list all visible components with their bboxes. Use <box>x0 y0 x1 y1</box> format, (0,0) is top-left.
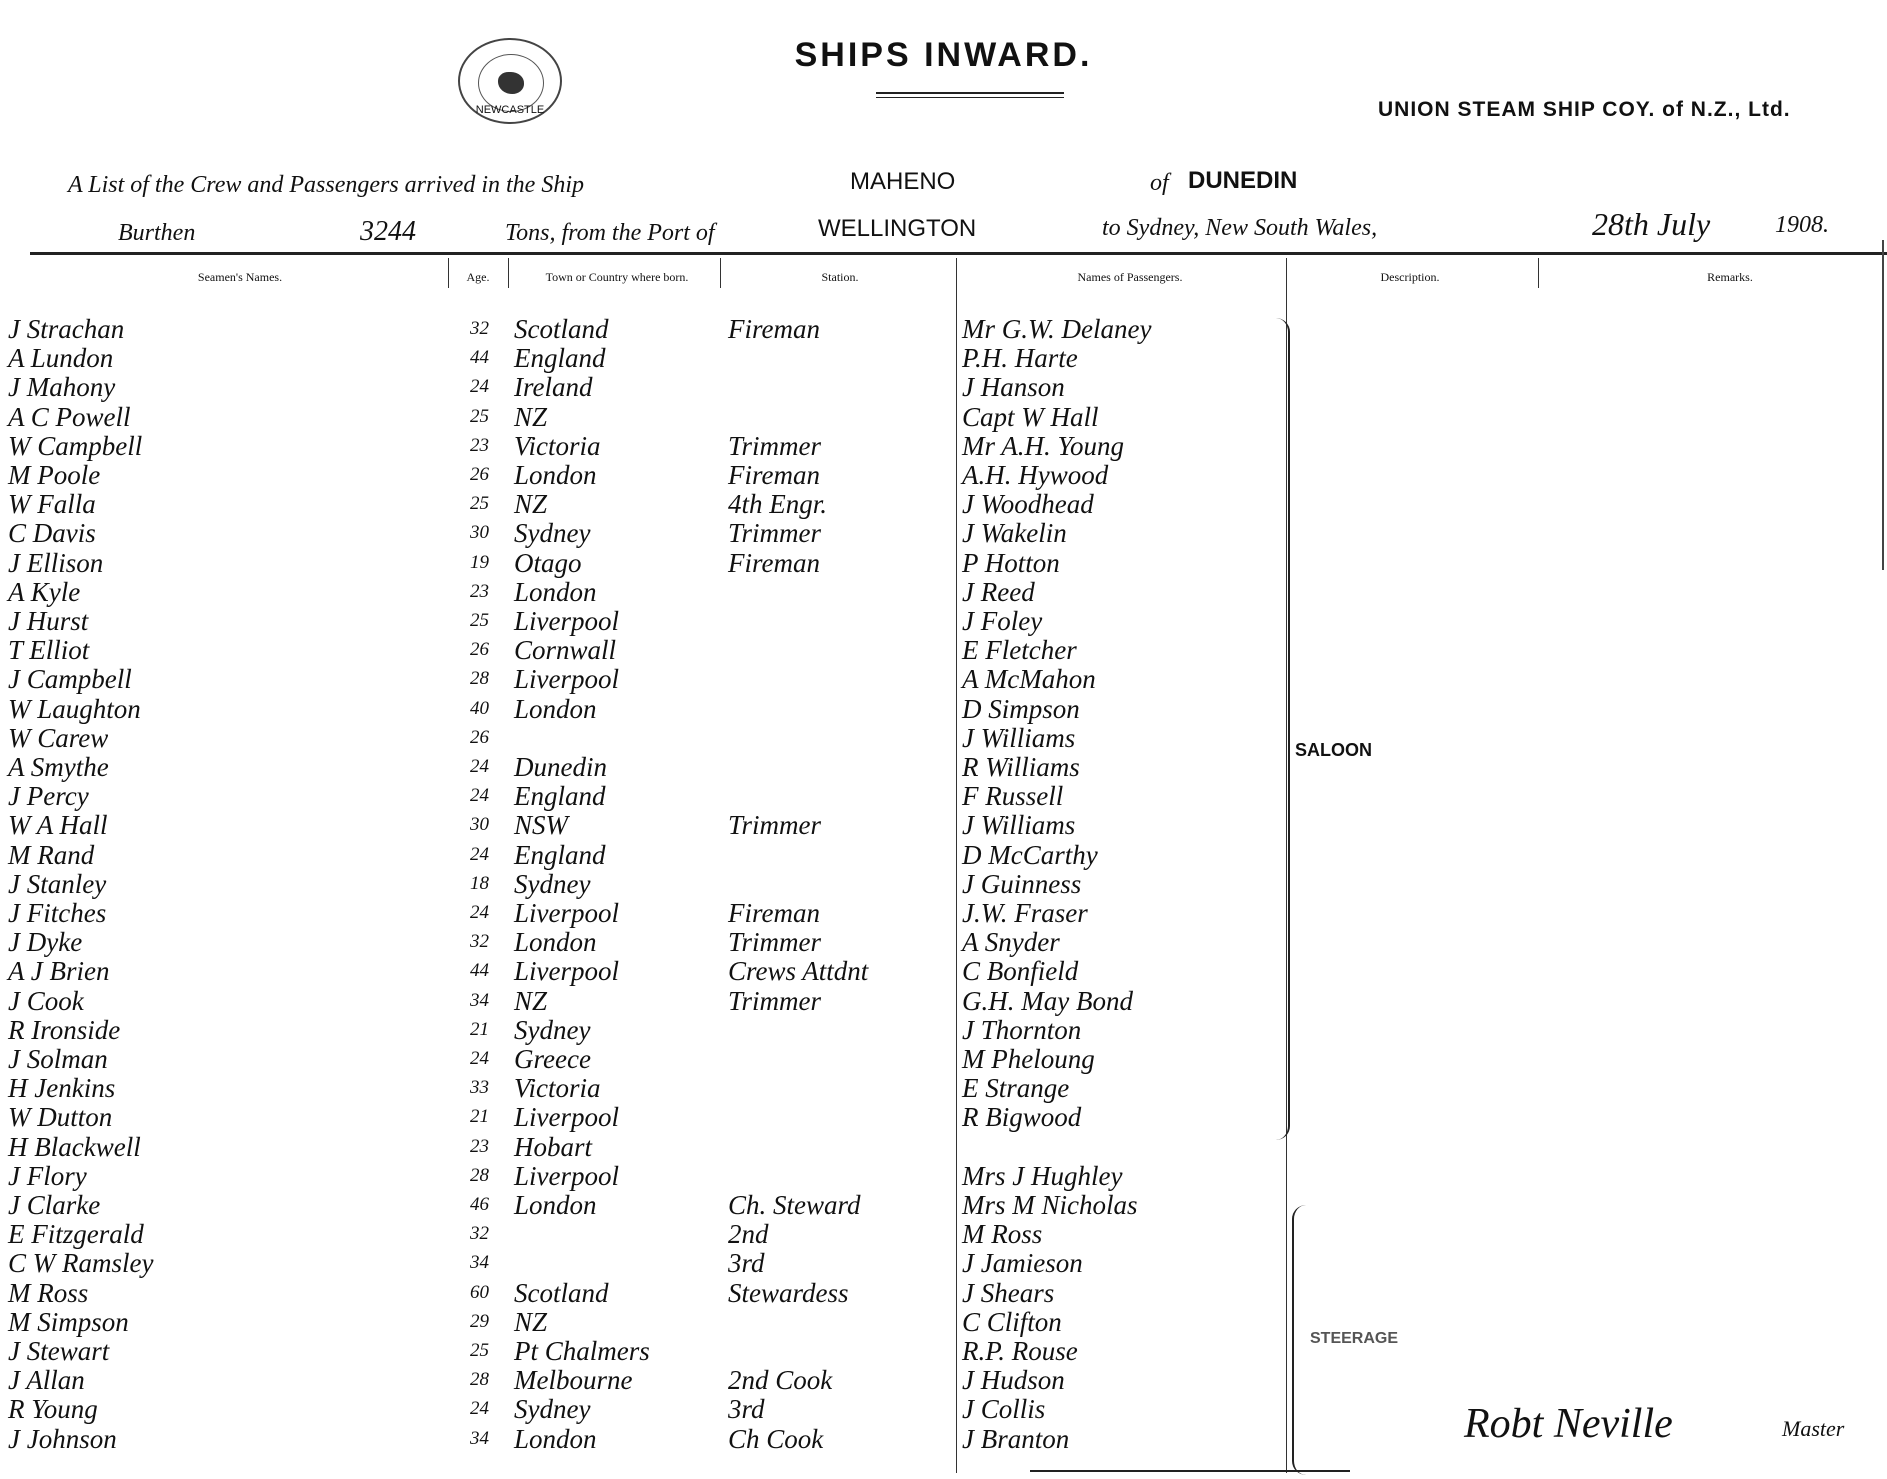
passenger-name: P.H. Harte <box>962 343 1078 373</box>
seaman-birthplace: London <box>514 1424 597 1454</box>
seaman-age: 25 <box>470 610 489 631</box>
passenger-name: R Bigwood <box>962 1102 1082 1132</box>
stamp-text: NEWCASTLE <box>475 104 545 116</box>
table-row <box>0 315 1887 343</box>
divider <box>508 258 509 288</box>
seaman-age: 23 <box>470 581 489 602</box>
seaman-name: J Campbell <box>8 664 132 694</box>
seaman-birthplace: Dunedin <box>514 752 607 782</box>
seaman-name: M Ross <box>8 1278 89 1308</box>
table-row <box>0 1220 1887 1248</box>
table-row <box>0 1045 1887 1073</box>
seaman-birthplace: Melbourne <box>514 1365 633 1395</box>
passenger-name: Mr A.H. Young <box>962 431 1125 461</box>
col-station: Station. <box>821 270 859 284</box>
master-signature: Robt Neville <box>1464 1401 1673 1447</box>
passenger-name: A McMahon <box>962 664 1096 694</box>
seaman-station: Ch. Steward <box>728 1190 861 1220</box>
seaman-name: J Dyke <box>8 927 83 957</box>
seaman-name: H Jenkins <box>8 1073 116 1103</box>
seaman-birthplace: Liverpool <box>514 898 619 928</box>
table-row <box>0 636 1887 664</box>
seaman-name: A Kyle <box>8 577 81 607</box>
seaman-station: 3rd <box>728 1248 765 1278</box>
table-row <box>0 1016 1887 1044</box>
seaman-name: C W Ramsley <box>8 1248 154 1278</box>
passenger-name: A.H. Hywood <box>962 460 1109 490</box>
seaman-name: R Young <box>8 1394 98 1424</box>
seaman-name: J Ellison <box>8 548 104 578</box>
seaman-station: Ch Cook <box>728 1424 824 1454</box>
seaman-name: J Cook <box>8 986 84 1016</box>
seaman-birthplace: London <box>514 927 597 957</box>
description-steerage: STEERAGE <box>1310 1330 1399 1347</box>
seaman-name: W Laughton <box>8 694 141 724</box>
col-town: Town or Country where born. <box>545 270 689 284</box>
company-name: UNION STEAM SHIP COY. of N.Z., Ltd. <box>1378 98 1791 121</box>
passenger-name: C Bonfield <box>962 956 1079 986</box>
table-row <box>0 344 1887 372</box>
passenger-name: J Hanson <box>962 372 1065 402</box>
seaman-birthplace: Liverpool <box>514 1102 619 1132</box>
seaman-name: A J Brien <box>8 956 110 986</box>
seaman-station: Trimmer <box>728 986 822 1016</box>
seaman-station: 2nd <box>728 1219 769 1249</box>
passenger-name: E Strange <box>962 1073 1070 1103</box>
seaman-birthplace: England <box>514 781 606 811</box>
divider <box>1538 258 1539 288</box>
seaman-age: 24 <box>470 1398 489 1419</box>
passenger-name: M Pheloung <box>962 1044 1095 1074</box>
saloon-brace <box>1268 318 1290 1140</box>
col-age: Age. <box>466 270 490 284</box>
seaman-age: 32 <box>470 931 489 952</box>
seaman-age: 33 <box>470 1077 489 1098</box>
table-row <box>0 490 1887 518</box>
seaman-station: Trimmer <box>728 518 822 548</box>
seaman-name: W Dutton <box>8 1102 113 1132</box>
seaman-station: 3rd <box>728 1394 765 1424</box>
table-row <box>0 1308 1887 1336</box>
table-row <box>0 1103 1887 1131</box>
title-underline-2 <box>876 97 1064 98</box>
seaman-age: 34 <box>470 1428 489 1449</box>
passenger-name: J Woodhead <box>962 489 1094 519</box>
seaman-name: W A Hall <box>8 810 108 840</box>
table-row <box>0 1133 1887 1161</box>
passenger-name: J Wakelin <box>962 518 1067 548</box>
seaman-name: H Blackwell <box>8 1132 141 1162</box>
passenger-name: J Reed <box>962 577 1035 607</box>
seaman-birthplace: Liverpool <box>514 1161 619 1191</box>
tons-label: Tons, from the Port of <box>505 220 715 246</box>
passenger-name: J Collis <box>962 1394 1046 1424</box>
arrival-year: 1908. <box>1775 212 1829 238</box>
seaman-name: J Strachan <box>8 314 125 344</box>
passenger-name: J.W. Fraser <box>962 898 1088 928</box>
seaman-age: 25 <box>470 406 489 427</box>
seaman-name: J Stewart <box>8 1336 110 1366</box>
seaman-birthplace: London <box>514 1190 597 1220</box>
divider <box>720 258 721 288</box>
seaman-birthplace: London <box>514 460 597 490</box>
seaman-birthplace: Liverpool <box>514 956 619 986</box>
seaman-age: 34 <box>470 1252 489 1273</box>
seaman-age: 44 <box>470 960 489 981</box>
seaman-birthplace: NZ <box>514 402 548 432</box>
seaman-name: W Carew <box>8 723 109 753</box>
passenger-name: G.H. May Bond <box>962 986 1133 1016</box>
table-row <box>0 607 1887 635</box>
seaman-birthplace: Otago <box>514 548 582 578</box>
seaman-age: 28 <box>470 1165 489 1186</box>
table-row <box>0 782 1887 810</box>
seaman-name: J Allan <box>8 1365 85 1395</box>
passenger-name: D McCarthy <box>962 840 1098 870</box>
seaman-age: 18 <box>470 873 489 894</box>
burthen-label: Burthen <box>118 220 196 246</box>
seaman-age: 24 <box>470 756 489 777</box>
seaman-name: J Solman <box>8 1044 108 1074</box>
table-row <box>0 578 1887 606</box>
passenger-name: F Russell <box>962 781 1064 811</box>
title-underline <box>876 92 1064 94</box>
table-row <box>0 695 1887 723</box>
steerage-brace <box>1292 1205 1310 1475</box>
passenger-name: J Thornton <box>962 1015 1082 1045</box>
seaman-birthplace: Victoria <box>514 1073 601 1103</box>
passenger-name: J Shears <box>962 1278 1055 1308</box>
passenger-name: J Guinness <box>962 869 1082 899</box>
seaman-birthplace: NSW <box>514 810 568 840</box>
from-port: WELLINGTON <box>818 215 977 242</box>
seaman-birthplace: England <box>514 343 606 373</box>
seaman-age: 46 <box>470 1194 489 1215</box>
seaman-birthplace: Ireland <box>514 372 593 402</box>
seaman-name: A Lundon <box>8 343 114 373</box>
seaman-name: M Poole <box>8 460 101 490</box>
passenger-name: R Williams <box>962 752 1080 782</box>
seaman-age: 24 <box>470 902 489 923</box>
seaman-station: Crews Attdnt <box>728 956 869 986</box>
seaman-age: 30 <box>470 814 489 835</box>
seaman-station: 4th Engr. <box>728 489 828 519</box>
passenger-name: Capt W Hall <box>962 402 1099 432</box>
ship-name: MAHENO <box>850 168 956 195</box>
table-row <box>0 1279 1887 1307</box>
seaman-birthplace: NZ <box>514 986 548 1016</box>
seaman-birthplace: London <box>514 694 597 724</box>
table-row <box>0 1162 1887 1190</box>
seaman-age: 40 <box>470 698 489 719</box>
seaman-name: M Rand <box>8 840 95 870</box>
seaman-age: 25 <box>470 493 489 514</box>
seaman-birthplace: Scotland <box>514 1278 609 1308</box>
seaman-name: J Flory <box>8 1161 87 1191</box>
intro-line-1: A List of the Crew and Passengers arrived in the Ship <box>68 172 584 198</box>
seaman-station: Trimmer <box>728 810 822 840</box>
seaman-name: J Hurst <box>8 606 89 636</box>
seaman-name: M Simpson <box>8 1307 129 1337</box>
destination: to Sydney, New South Wales, <box>1102 215 1378 241</box>
seaman-name: A Smythe <box>8 752 109 782</box>
seaman-age: 30 <box>470 522 489 543</box>
col-seamens-names: Seamen's Names. <box>197 270 283 284</box>
seaman-station: Fireman <box>728 314 820 344</box>
col-remarks: Remarks. <box>1707 270 1753 284</box>
table-row <box>0 987 1887 1015</box>
passenger-name: Mrs J Hughley <box>962 1161 1123 1191</box>
table-row <box>0 665 1887 693</box>
seaman-name: A C Powell <box>8 402 131 432</box>
passenger-name: Mr G.W. Delaney <box>962 314 1152 344</box>
seaman-station: 2nd Cook <box>728 1365 833 1395</box>
passenger-name: J Williams <box>962 723 1076 753</box>
table-row <box>0 724 1887 752</box>
header-rule <box>30 252 1887 255</box>
seaman-birthplace: Cornwall <box>514 635 617 665</box>
seaman-age: 23 <box>470 1136 489 1157</box>
seaman-age: 24 <box>470 844 489 865</box>
passenger-name: R.P. Rouse <box>962 1336 1078 1366</box>
table-row <box>0 1191 1887 1219</box>
table-row <box>0 753 1887 781</box>
seaman-birthplace: Sydney <box>514 869 591 899</box>
table-row <box>0 811 1887 839</box>
seaman-birthplace: Victoria <box>514 431 601 461</box>
passenger-name: M Ross <box>962 1219 1043 1249</box>
seaman-station: Fireman <box>728 460 820 490</box>
divider <box>448 258 449 288</box>
master-label: Master <box>1782 1416 1845 1441</box>
passenger-name: E Fletcher <box>962 635 1077 665</box>
page-title: SHIPS INWARD. <box>794 36 1093 74</box>
passenger-name: P Hotton <box>962 548 1060 578</box>
table-row <box>0 549 1887 577</box>
seaman-age: 26 <box>470 639 489 660</box>
of-label: of <box>1150 170 1169 196</box>
table-row <box>0 461 1887 489</box>
seaman-station: Fireman <box>728 548 820 578</box>
table-row <box>0 432 1887 460</box>
seaman-age: 60 <box>470 1282 489 1303</box>
seaman-name: J Percy <box>8 781 89 811</box>
table-row <box>0 841 1887 869</box>
seaman-name: R Ironside <box>8 1015 121 1045</box>
passenger-name: D Simpson <box>962 694 1080 724</box>
seaman-birthplace: Hobart <box>514 1132 593 1162</box>
col-passengers: Names of Passengers. <box>1077 270 1183 284</box>
seaman-birthplace: England <box>514 840 606 870</box>
table-row <box>0 403 1887 431</box>
seaman-name: J Mahony <box>8 372 116 402</box>
seaman-name: W Campbell <box>8 431 143 461</box>
seaman-birthplace: Greece <box>514 1044 591 1074</box>
seaman-age: 25 <box>470 1340 489 1361</box>
seaman-age: 26 <box>470 727 489 748</box>
seaman-age: 28 <box>470 668 489 689</box>
table-row <box>0 1366 1887 1394</box>
passenger-name: A Snyder <box>962 927 1060 957</box>
seaman-age: 26 <box>470 464 489 485</box>
seaman-age: 29 <box>470 1311 489 1332</box>
passenger-name: J Branton <box>962 1424 1070 1454</box>
passenger-name: J Jamieson <box>962 1248 1083 1278</box>
passenger-name: J Williams <box>962 810 1076 840</box>
seaman-age: 34 <box>470 990 489 1011</box>
seaman-name: W Falla <box>8 489 96 519</box>
bottom-rule <box>1030 1470 1350 1472</box>
seaman-birthplace: Sydney <box>514 518 591 548</box>
seaman-station: Trimmer <box>728 927 822 957</box>
seaman-age: 32 <box>470 318 489 339</box>
seaman-age: 24 <box>470 376 489 397</box>
seaman-age: 19 <box>470 552 489 573</box>
table-row <box>0 928 1887 956</box>
seaman-birthplace: Liverpool <box>514 664 619 694</box>
seaman-birthplace: Pt Chalmers <box>514 1336 650 1366</box>
table-row <box>0 957 1887 985</box>
seaman-age: 21 <box>470 1106 489 1127</box>
seaman-name: T Elliot <box>8 635 90 665</box>
seaman-birthplace: Sydney <box>514 1394 591 1424</box>
seaman-name: J Fitches <box>8 898 107 928</box>
table-row <box>0 899 1887 927</box>
seaman-age: 32 <box>470 1223 489 1244</box>
table-row <box>0 1337 1887 1365</box>
seaman-age: 24 <box>470 785 489 806</box>
table-row <box>0 373 1887 401</box>
passenger-name: J Hudson <box>962 1365 1065 1395</box>
seaman-age: 24 <box>470 1048 489 1069</box>
seaman-name: J Johnson <box>8 1424 117 1454</box>
seaman-age: 28 <box>470 1369 489 1390</box>
tons-value: 3244 <box>360 216 416 247</box>
description-saloon: SALOON <box>1295 740 1373 760</box>
seaman-station: Fireman <box>728 898 820 928</box>
seaman-birthplace: London <box>514 577 597 607</box>
seaman-station: Trimmer <box>728 431 822 461</box>
table-row <box>0 1249 1887 1277</box>
seaman-station: Stewardess <box>728 1278 849 1308</box>
table-row <box>0 1074 1887 1102</box>
seaman-birthplace: NZ <box>514 1307 548 1337</box>
passenger-name: Mrs M Nicholas <box>962 1190 1138 1220</box>
table-row <box>0 519 1887 547</box>
home-port: DUNEDIN <box>1188 167 1298 194</box>
col-description: Description. <box>1380 270 1440 284</box>
seaman-birthplace: Liverpool <box>514 606 619 636</box>
seaman-name: J Stanley <box>8 869 107 899</box>
arrival-date: 28th July <box>1592 206 1711 242</box>
seaman-birthplace: Sydney <box>514 1015 591 1045</box>
seaman-age: 44 <box>470 347 489 368</box>
seaman-name: J Clarke <box>8 1190 101 1220</box>
seaman-name: E Fitzgerald <box>8 1219 144 1249</box>
seaman-name: C Davis <box>8 518 96 548</box>
seaman-age: 23 <box>470 435 489 456</box>
seaman-birthplace: Scotland <box>514 314 609 344</box>
table-row <box>0 870 1887 898</box>
seaman-age: 21 <box>470 1019 489 1040</box>
seaman-birthplace: NZ <box>514 489 548 519</box>
passenger-name: C Clifton <box>962 1307 1062 1337</box>
passenger-name: J Foley <box>962 606 1043 636</box>
